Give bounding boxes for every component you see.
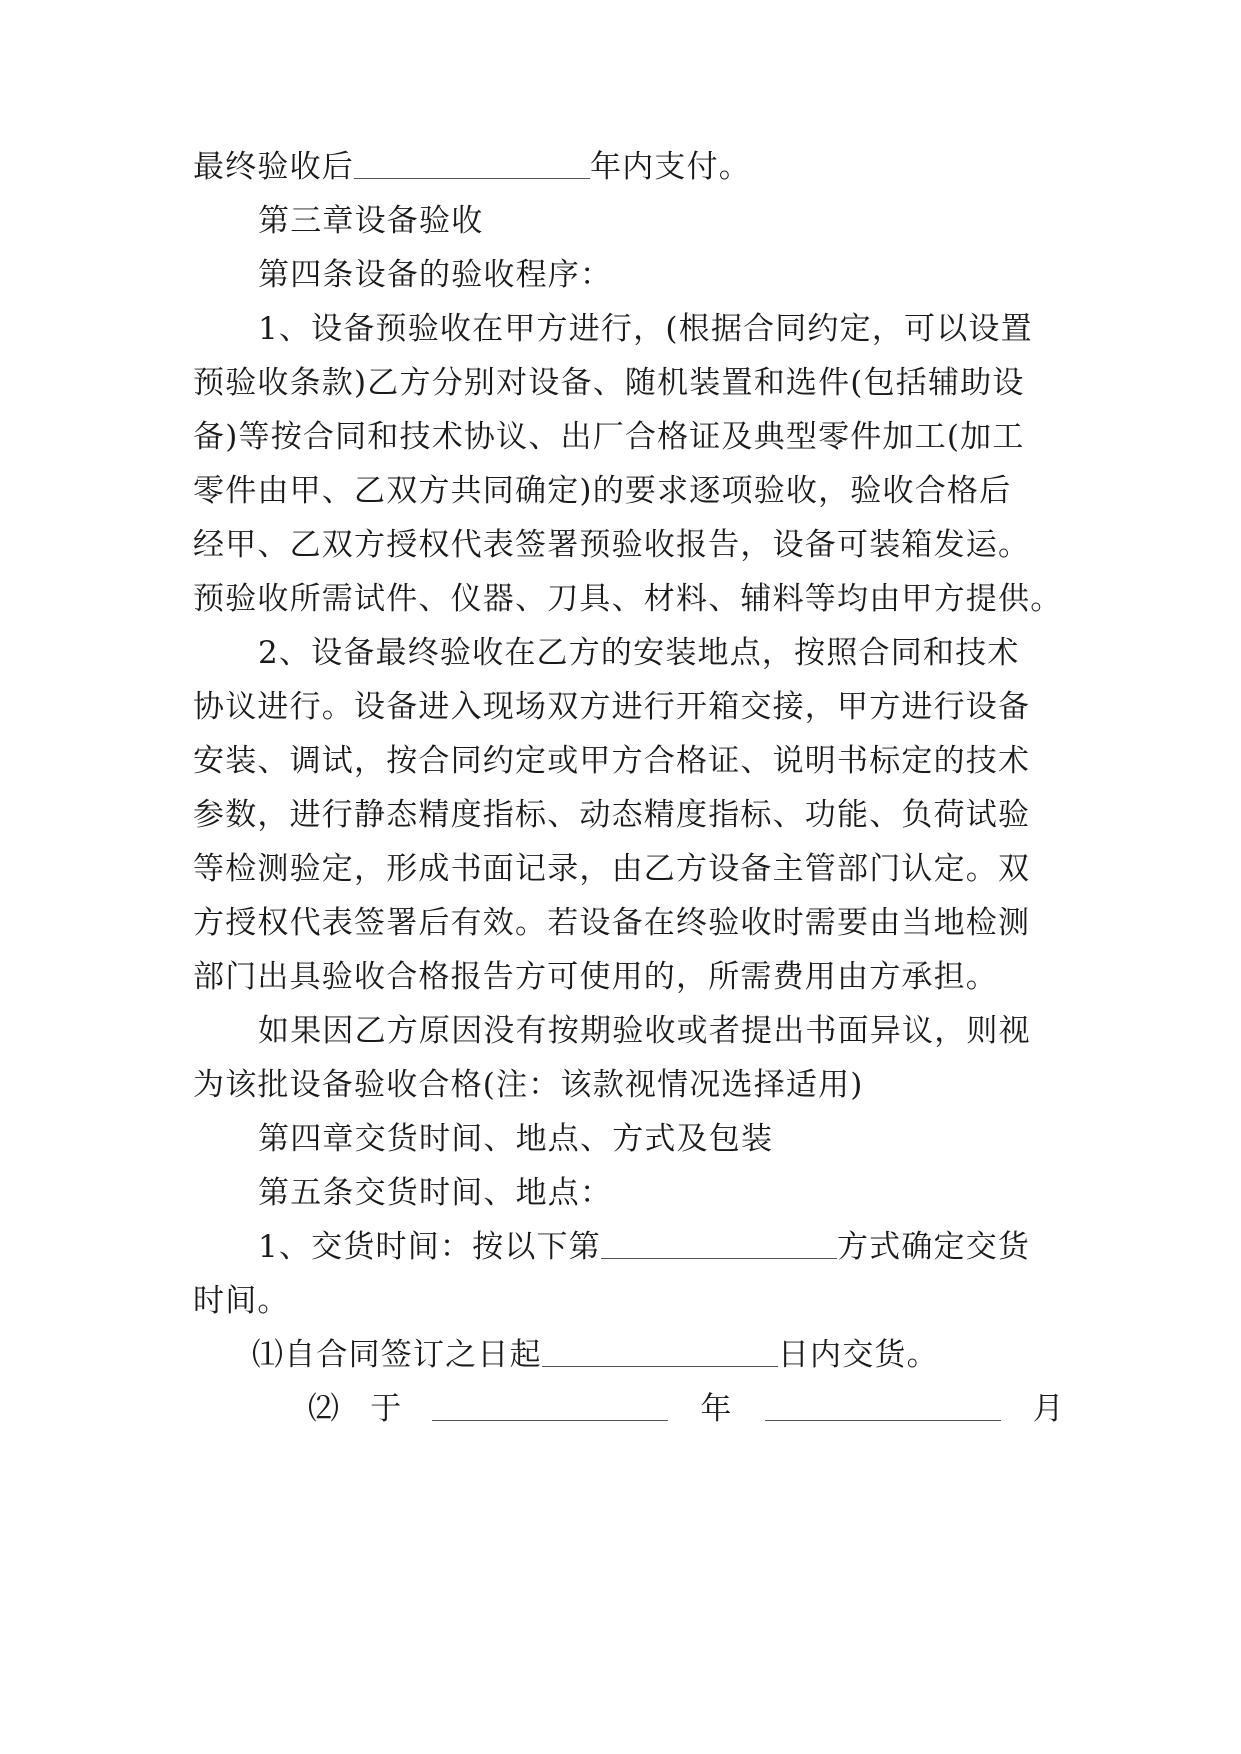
paragraph-line: 为该批设备验收合格(注：该款视情况选择适用) [193,1067,864,1103]
paragraph-line: 协议进行。设备进入现场双方进行开箱交接，甲方进行设备 [193,689,1031,725]
payment-term-line [193,148,1053,186]
blank-field [601,1228,837,1259]
paragraph-line: 时间。 [193,1283,290,1319]
delivery-time-line [258,1228,1118,1266]
text-segment: ⑴自合同签订之日起 [252,1337,542,1373]
paragraph-line: 方授权代表签署后有效。若设备在终验收时需要由当地检测 [193,905,1031,941]
delivery-option-1 [252,1336,1112,1374]
blank-field [354,148,590,179]
paragraph-line: 安装、调试，按合同约定或甲方合格证、说明书标定的技术 [193,743,1031,779]
text-segment: 方式确定交货 [836,1229,1031,1265]
chapter-heading: 第三章设备验收 [258,203,484,239]
paragraph-line: 1、设备预验收在甲方进行，(根据合同约定，可以设置 [258,311,1033,347]
paragraph-line: 备)等按合同和技术协议、出厂合格证及典型零件加工(加工 [193,419,1025,455]
chapter-heading: 第四章交货时间、地点、方式及包装 [258,1121,774,1157]
blank-field [542,1336,778,1367]
paragraph-line: 参数，进行静态精度指标、动态精度指标、功能、负荷试验 [193,797,1031,833]
text-segment: 月 [1032,1391,1065,1427]
paragraph-line: 经甲、乙双方授权代表签署预验收报告，设备可装箱发运。 [193,527,1031,563]
paragraph-line: 如果因乙方原因没有按期验收或者提出书面异议，则视 [258,1013,1031,1049]
text-segment: 最终验收后 [193,149,354,185]
paragraph-line: 零件由甲、乙双方共同确定)的要求逐项验收，验收合格后 [193,473,1012,509]
article-heading: 第五条交货时间、地点： [258,1175,613,1211]
delivery-option-2 [308,1390,1065,1428]
paragraph-line: 部门出具验收合格报告方可使用的，所需费用由方承担。 [193,959,998,995]
article-heading: 第四条设备的验收程序： [258,257,613,293]
text-segment: 年内支付。 [590,149,751,185]
paragraph-line: 预验收条款)乙方分别对设备、随机装置和选件(包括辅助设 [193,365,1025,401]
text-segment: 于 [370,1391,403,1427]
blank-field [432,1390,668,1421]
paragraph-line: 等检测验定，形成书面记录，由乙方设备主管部门认定。双 [193,851,1031,887]
text-segment: 日内交货。 [777,1337,939,1373]
paragraph-line: 预验收所需试件、仪器、刀具、材料、辅料等均由甲方提供。 [193,581,1063,617]
text-segment: 年 [700,1391,733,1427]
text-segment: ⑵ [308,1391,341,1427]
text-segment: 1、交货时间：按以下第 [258,1229,601,1265]
paragraph-line: 2、设备最终验收在乙方的安装地点，按照合同和技术 [258,635,1020,671]
blank-field [765,1390,1001,1421]
